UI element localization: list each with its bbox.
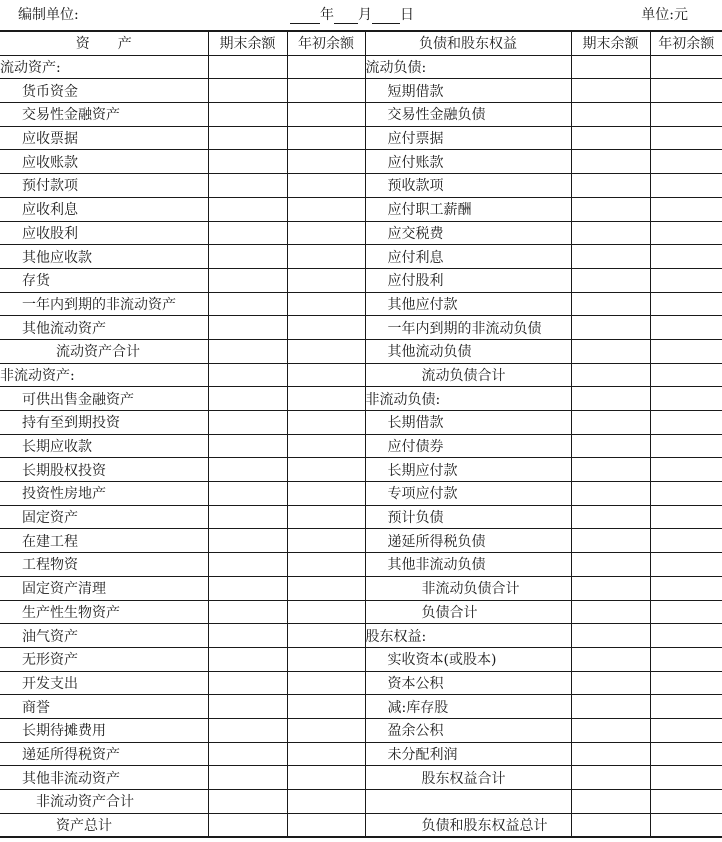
liability-begin-balance-cell[interactable]: [650, 553, 722, 577]
table-row: [0, 766, 722, 790]
asset-end-balance-cell[interactable]: [208, 339, 287, 363]
liability-equity-item-label: 专项应付款: [365, 482, 571, 506]
liability-end-balance-cell[interactable]: [571, 813, 650, 837]
liability-end-balance-cell[interactable]: [571, 718, 650, 742]
table-row: [0, 316, 722, 340]
asset-item-label: 固定资产清理: [0, 576, 208, 600]
asset-item-label: 应收账款: [0, 150, 208, 174]
liability-equity-item-label: 流动负债:: [365, 55, 571, 79]
liability-equity-item-label: 其他应付款: [365, 292, 571, 316]
liability-equity-item-label: 应付账款: [365, 150, 571, 174]
asset-end-balance-cell[interactable]: [208, 600, 287, 624]
asset-item-label: 油气资产: [0, 624, 208, 648]
liability-begin-balance-cell[interactable]: [650, 718, 722, 742]
liability-begin-balance-cell[interactable]: [650, 813, 722, 837]
liability-begin-balance-cell[interactable]: [650, 529, 722, 553]
asset-item-label: 商誉: [0, 695, 208, 719]
liability-begin-balance-cell[interactable]: [650, 103, 722, 127]
asset-end-balance-cell[interactable]: [208, 647, 287, 671]
asset-item-label: 应收票据: [0, 126, 208, 150]
liability-end-balance-cell[interactable]: [571, 197, 650, 221]
table-row: [0, 221, 722, 245]
liability-end-balance-cell[interactable]: [571, 79, 650, 103]
asset-item-label: 流动资产合计: [0, 339, 208, 363]
table-row: [0, 482, 722, 506]
asset-end-balance-cell[interactable]: [208, 434, 287, 458]
table-row: [0, 671, 722, 695]
liability-end-balance-cell[interactable]: [571, 339, 650, 363]
asset-begin-balance-cell[interactable]: [287, 482, 365, 506]
liability-end-balance-cell[interactable]: [571, 695, 650, 719]
table-row: [0, 55, 722, 79]
asset-end-balance-cell[interactable]: [208, 458, 287, 482]
liability-equity-item-label: 应付利息: [365, 245, 571, 269]
liability-equity-item-label: 交易性金融负债: [365, 103, 571, 127]
liability-begin-balance-cell[interactable]: [650, 766, 722, 790]
liability-end-balance-cell[interactable]: [571, 126, 650, 150]
table-row: [0, 505, 722, 529]
liability-equity-item-label: [365, 790, 571, 814]
asset-end-balance-cell[interactable]: [208, 671, 287, 695]
asset-begin-balance-cell[interactable]: [287, 268, 365, 292]
liability-end-balance-cell[interactable]: [571, 434, 650, 458]
asset-end-balance-cell[interactable]: [208, 813, 287, 837]
asset-begin-balance-cell[interactable]: [287, 505, 365, 529]
liability-end-balance-cell[interactable]: [571, 387, 650, 411]
asset-end-balance-cell[interactable]: [208, 766, 287, 790]
asset-begin-balance-cell[interactable]: [287, 718, 365, 742]
liability-equity-item-label: 盈余公积: [365, 718, 571, 742]
asset-begin-balance-cell[interactable]: [287, 126, 365, 150]
balance-sheet-table: [0, 30, 722, 838]
liability-begin-balance-cell[interactable]: [650, 316, 722, 340]
table-row: [0, 363, 722, 387]
asset-begin-balance-cell[interactable]: [287, 221, 365, 245]
asset-end-balance-cell[interactable]: [208, 55, 287, 79]
asset-item-label: 其他应收款: [0, 245, 208, 269]
liability-begin-balance-cell[interactable]: [650, 150, 722, 174]
liability-begin-balance-cell[interactable]: [650, 55, 722, 79]
liability-equity-item-label: 应付票据: [365, 126, 571, 150]
asset-item-label: 工程物资: [0, 553, 208, 577]
asset-begin-balance-cell[interactable]: [287, 458, 365, 482]
liability-end-balance-cell[interactable]: [571, 553, 650, 577]
liability-begin-balance-cell[interactable]: [650, 411, 722, 435]
table-row: [0, 600, 722, 624]
liability-equity-item-label: 短期借款: [365, 79, 571, 103]
liability-begin-balance-cell[interactable]: [650, 197, 722, 221]
liability-begin-balance-cell[interactable]: [650, 126, 722, 150]
liability-end-balance-cell[interactable]: [571, 671, 650, 695]
liability-equity-item-label: 非流动负债合计: [365, 576, 571, 600]
liability-end-balance-cell[interactable]: [571, 55, 650, 79]
liability-end-balance-cell[interactable]: [571, 221, 650, 245]
asset-item-label: 在建工程: [0, 529, 208, 553]
liability-equity-item-label: 其他非流动负债: [365, 553, 571, 577]
asset-begin-balance-cell[interactable]: [287, 387, 365, 411]
liability-begin-balance-cell[interactable]: [650, 363, 722, 387]
asset-end-balance-cell[interactable]: [208, 316, 287, 340]
asset-end-balance-cell[interactable]: [208, 197, 287, 221]
table-row: [0, 103, 722, 127]
asset-end-balance-cell[interactable]: [208, 126, 287, 150]
liability-equity-item-label: 应付股利: [365, 268, 571, 292]
end-balance-column-header: 期末余额: [208, 31, 287, 55]
asset-begin-balance-cell[interactable]: [287, 363, 365, 387]
liability-equity-item-label: 预计负债: [365, 505, 571, 529]
asset-item-label: 投资性房地产: [0, 482, 208, 506]
liability-begin-balance-cell[interactable]: [650, 387, 722, 411]
liability-begin-balance-cell[interactable]: [650, 624, 722, 648]
table-row: [0, 126, 722, 150]
asset-item-label: 递延所得税资产: [0, 742, 208, 766]
liability-end-balance-cell[interactable]: [571, 742, 650, 766]
table-row: [0, 387, 722, 411]
liability-begin-balance-cell[interactable]: [650, 268, 722, 292]
liability-begin-balance-cell[interactable]: [650, 339, 722, 363]
liability-begin-balance-cell[interactable]: [650, 647, 722, 671]
asset-end-balance-cell[interactable]: [208, 482, 287, 506]
asset-item-label: 流动资产:: [0, 55, 208, 79]
liability-equity-item-label: 未分配利润: [365, 742, 571, 766]
liability-begin-balance-cell[interactable]: [650, 695, 722, 719]
table-row: [0, 339, 722, 363]
liability-end-balance-cell[interactable]: [571, 576, 650, 600]
begin-balance-column-header-2: 年初余额: [650, 31, 722, 55]
liability-equity-item-label: 一年内到期的非流动负债: [365, 316, 571, 340]
asset-begin-balance-cell[interactable]: [287, 813, 365, 837]
liability-end-balance-cell[interactable]: [571, 482, 650, 506]
asset-end-balance-cell[interactable]: [208, 174, 287, 198]
liability-end-balance-cell[interactable]: [571, 363, 650, 387]
liability-end-balance-cell[interactable]: [571, 458, 650, 482]
asset-begin-balance-cell[interactable]: [287, 79, 365, 103]
month-label: 月: [358, 7, 372, 23]
liability-equity-item-label: 负债和股东权益总计: [365, 813, 571, 837]
liability-begin-balance-cell[interactable]: [650, 245, 722, 269]
liability-equity-item-label: 应付职工薪酬: [365, 197, 571, 221]
table-row: [0, 268, 722, 292]
asset-begin-balance-cell[interactable]: [287, 576, 365, 600]
table-row: [0, 624, 722, 648]
year-label: 年: [320, 7, 334, 23]
table-row: [0, 411, 722, 435]
table-row: [0, 553, 722, 577]
day-label: 日: [400, 7, 414, 23]
liability-end-balance-cell[interactable]: [571, 624, 650, 648]
asset-item-label: 其他非流动资产: [0, 766, 208, 790]
asset-begin-balance-cell[interactable]: [287, 766, 365, 790]
liability-equity-item-label: 长期借款: [365, 411, 571, 435]
asset-begin-balance-cell[interactable]: [287, 671, 365, 695]
table-row: [0, 174, 722, 198]
asset-item-label: 无形资产: [0, 647, 208, 671]
liability-begin-balance-cell[interactable]: [650, 458, 722, 482]
liability-end-balance-cell[interactable]: [571, 647, 650, 671]
liability-end-balance-cell[interactable]: [571, 292, 650, 316]
asset-item-label: 应收利息: [0, 197, 208, 221]
asset-begin-balance-cell[interactable]: [287, 174, 365, 198]
asset-begin-balance-cell[interactable]: [287, 339, 365, 363]
asset-item-label: 可供出售金融资产: [0, 387, 208, 411]
asset-item-label: 资产总计: [0, 813, 208, 837]
liability-equity-item-label: 长期应付款: [365, 458, 571, 482]
asset-item-label: 一年内到期的非流动资产: [0, 292, 208, 316]
asset-begin-balance-cell[interactable]: [287, 647, 365, 671]
asset-item-label: 持有至到期投资: [0, 411, 208, 435]
asset-begin-balance-cell[interactable]: [287, 292, 365, 316]
liability-begin-balance-cell[interactable]: [650, 434, 722, 458]
liability-begin-balance-cell[interactable]: [650, 174, 722, 198]
asset-begin-balance-cell[interactable]: [287, 742, 365, 766]
liability-equity-item-label: 负债合计: [365, 600, 571, 624]
compiler-label: 编制单位:: [18, 7, 79, 23]
asset-item-label: 非流动资产:: [0, 363, 208, 387]
asset-begin-balance-cell[interactable]: [287, 600, 365, 624]
liability-begin-balance-cell[interactable]: [650, 505, 722, 529]
liability-end-balance-cell[interactable]: [571, 505, 650, 529]
asset-begin-balance-cell[interactable]: [287, 529, 365, 553]
asset-end-balance-cell[interactable]: [208, 363, 287, 387]
liability-end-balance-cell[interactable]: [571, 529, 650, 553]
liability-equity-item-label: 资本公积: [365, 671, 571, 695]
liability-end-balance-cell[interactable]: [571, 316, 650, 340]
liability-begin-balance-cell[interactable]: [650, 671, 722, 695]
liability-begin-balance-cell[interactable]: [650, 790, 722, 814]
date-line: [290, 4, 414, 24]
asset-item-label: 生产性生物资产: [0, 600, 208, 624]
liability-equity-item-label: 股东权益合计: [365, 766, 571, 790]
asset-item-label: 固定资产: [0, 505, 208, 529]
asset-begin-balance-cell[interactable]: [287, 553, 365, 577]
asset-end-balance-cell[interactable]: [208, 553, 287, 577]
table-row: [0, 813, 722, 837]
table-row: [0, 79, 722, 103]
asset-item-label: 货币资金: [0, 79, 208, 103]
table-row: [0, 718, 722, 742]
year-blank[interactable]: [290, 9, 320, 24]
liability-equity-item-label: 应交税费: [365, 221, 571, 245]
liability-equity-item-label: 预收款项: [365, 174, 571, 198]
asset-item-label: 长期待摊费用: [0, 718, 208, 742]
asset-item-label: 开发支出: [0, 671, 208, 695]
asset-end-balance-cell[interactable]: [208, 742, 287, 766]
asset-begin-balance-cell[interactable]: [287, 624, 365, 648]
asset-end-balance-cell[interactable]: [208, 624, 287, 648]
asset-begin-balance-cell[interactable]: [287, 150, 365, 174]
end-balance-column-header-2: 期末余额: [571, 31, 650, 55]
assets-column-header: 资 产: [0, 31, 208, 55]
liability-begin-balance-cell[interactable]: [650, 600, 722, 624]
asset-end-balance-cell[interactable]: [208, 790, 287, 814]
month-blank[interactable]: [334, 9, 358, 24]
asset-item-label: 应收股利: [0, 221, 208, 245]
liabilities-equity-column-header: 负债和股东权益: [365, 31, 571, 55]
liability-end-balance-cell[interactable]: [571, 174, 650, 198]
asset-end-balance-cell[interactable]: [208, 505, 287, 529]
asset-begin-balance-cell[interactable]: [287, 103, 365, 127]
begin-balance-column-header: 年初余额: [287, 31, 365, 55]
asset-end-balance-cell[interactable]: [208, 576, 287, 600]
table-row: [0, 458, 722, 482]
liability-end-balance-cell[interactable]: [571, 268, 650, 292]
liability-end-balance-cell[interactable]: [571, 245, 650, 269]
asset-end-balance-cell[interactable]: [208, 387, 287, 411]
currency-unit-label: 单位:元: [641, 7, 688, 23]
table-row: [0, 245, 722, 269]
liability-end-balance-cell[interactable]: [571, 766, 650, 790]
liability-begin-balance-cell[interactable]: [650, 79, 722, 103]
liability-equity-item-label: 应付债券: [365, 434, 571, 458]
liability-end-balance-cell[interactable]: [571, 103, 650, 127]
liability-begin-balance-cell[interactable]: [650, 742, 722, 766]
asset-end-balance-cell[interactable]: [208, 103, 287, 127]
asset-begin-balance-cell[interactable]: [287, 245, 365, 269]
day-blank[interactable]: [372, 9, 400, 24]
asset-item-label: 交易性金融资产: [0, 103, 208, 127]
table-body: [0, 55, 722, 837]
liability-equity-item-label: 股东权益:: [365, 624, 571, 648]
asset-begin-balance-cell[interactable]: [287, 695, 365, 719]
asset-item-label: 长期股权投资: [0, 458, 208, 482]
liability-end-balance-cell[interactable]: [571, 600, 650, 624]
asset-begin-balance-cell[interactable]: [287, 197, 365, 221]
liability-end-balance-cell[interactable]: [571, 150, 650, 174]
table-header-row: [0, 31, 722, 55]
asset-end-balance-cell[interactable]: [208, 718, 287, 742]
table-row: [0, 292, 722, 316]
table-row: [0, 576, 722, 600]
asset-end-balance-cell[interactable]: [208, 292, 287, 316]
liability-equity-item-label: 流动负债合计: [365, 363, 571, 387]
asset-item-label: 其他流动资产: [0, 316, 208, 340]
table-row: [0, 197, 722, 221]
asset-end-balance-cell[interactable]: [208, 79, 287, 103]
table-row: [0, 742, 722, 766]
asset-item-label: 长期应收款: [0, 434, 208, 458]
asset-end-balance-cell[interactable]: [208, 529, 287, 553]
table-row: [0, 647, 722, 671]
asset-begin-balance-cell[interactable]: [287, 411, 365, 435]
asset-item-label: 预付款项: [0, 174, 208, 198]
liability-equity-item-label: 非流动负债:: [365, 387, 571, 411]
asset-begin-balance-cell[interactable]: [287, 790, 365, 814]
asset-begin-balance-cell[interactable]: [287, 55, 365, 79]
asset-begin-balance-cell[interactable]: [287, 434, 365, 458]
table-row: [0, 434, 722, 458]
asset-end-balance-cell[interactable]: [208, 695, 287, 719]
liability-begin-balance-cell[interactable]: [650, 292, 722, 316]
liability-equity-item-label: 递延所得税负债: [365, 529, 571, 553]
liability-equity-item-label: 其他流动负债: [365, 339, 571, 363]
liability-end-balance-cell[interactable]: [571, 411, 650, 435]
asset-begin-balance-cell[interactable]: [287, 316, 365, 340]
asset-item-label: 非流动资产合计: [0, 790, 208, 814]
asset-end-balance-cell[interactable]: [208, 268, 287, 292]
asset-item-label: 存货: [0, 268, 208, 292]
liability-begin-balance-cell[interactable]: [650, 482, 722, 506]
table-row: [0, 150, 722, 174]
liability-equity-item-label: 实收资本(或股本): [365, 647, 571, 671]
form-header: [0, 0, 722, 28]
table-row: [0, 695, 722, 719]
asset-end-balance-cell[interactable]: [208, 221, 287, 245]
asset-end-balance-cell[interactable]: [208, 150, 287, 174]
table-row: [0, 790, 722, 814]
liability-end-balance-cell[interactable]: [571, 790, 650, 814]
asset-end-balance-cell[interactable]: [208, 411, 287, 435]
liability-equity-item-label: 减:库存股: [365, 695, 571, 719]
table-row: [0, 529, 722, 553]
asset-end-balance-cell[interactable]: [208, 245, 287, 269]
liability-begin-balance-cell[interactable]: [650, 221, 722, 245]
liability-begin-balance-cell[interactable]: [650, 576, 722, 600]
